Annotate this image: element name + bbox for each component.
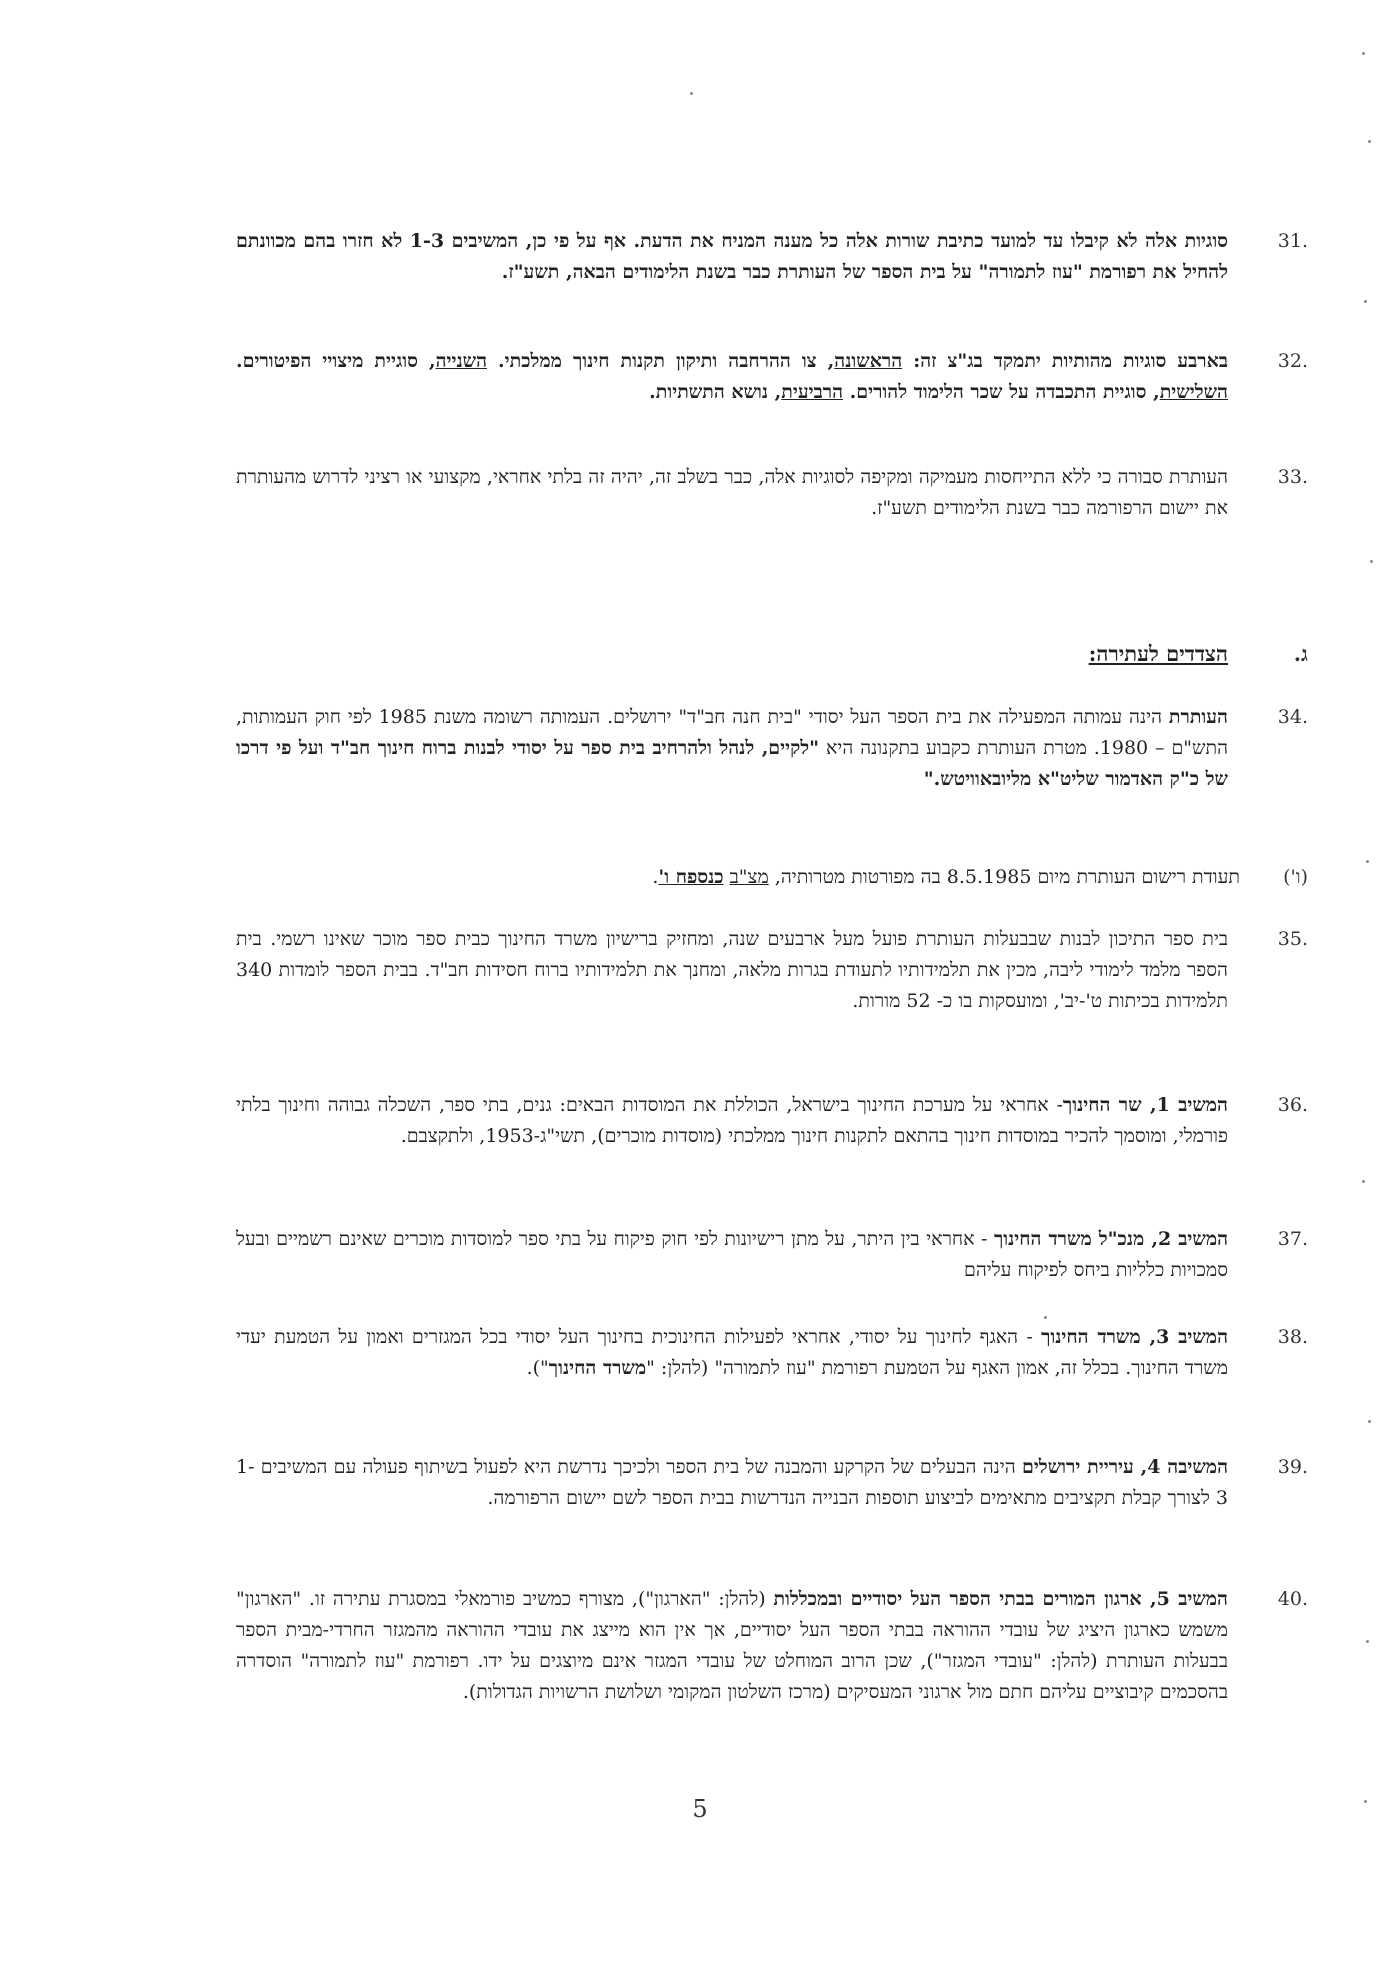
paragraph-34 [228, 702, 1308, 795]
paragraph-number: 34. [1277, 706, 1308, 728]
paragraph-37 [228, 1224, 1308, 1286]
paragraph-39 [228, 1452, 1308, 1514]
appendix-reference: כנספח ו' [658, 866, 724, 888]
underlined-term: הרביעית [781, 381, 844, 403]
text-segment: - אחראי בין היתר, על מתן רישיונות לפי חוק פיקוח על בתי ספר למוסדות מוכרים שאינם רשמיים ובעל סמכויות כלליות ביחס לפיקוח עליהם [236, 1228, 1228, 1281]
paragraph-33 [228, 462, 1308, 524]
paragraph-number: 38. [1277, 1326, 1308, 1348]
page-number: 5 [692, 1795, 708, 1823]
bold-term: המשיב 3, משרד החינוך [1041, 1326, 1229, 1348]
bold-term: המשיבה 4, עיריית ירושלים [1021, 1456, 1228, 1478]
scan-speck [690, 92, 693, 95]
section-heading [228, 638, 1308, 671]
section-letter: ג. [1293, 641, 1308, 666]
scan-speck [1362, 52, 1365, 55]
exhibit-reference [228, 862, 1308, 893]
paragraph-38 [228, 1322, 1308, 1384]
bold-text: סוגיות אלה לא קיבלו עד למועד כתיבת שורות אלה כל מענה המניח את הדעת. אף על פי כן, המשיבים 1-3 לא חזרו בהם מכוונתם להחיל את רפורמת "עוז לתמורה" על בית הספר של העותרת כבר בשנת הלימודים הבאה, תשע"ז. [236, 230, 1228, 283]
scan-speck [1368, 1420, 1371, 1423]
text-segment: תעודת רישום העותרת מיום 8.5.1985 בה מפורטות מטרותיה, [768, 866, 1240, 888]
bold-quote: "לקיים, לנהל ולהרחיב בית ספר על יסודי לבנות ברוח חינוך חב"ד ועל פי דרכו של כ"ק האדמור שליט"א מליובאוויטש." [236, 737, 1228, 790]
paragraph-number: 40. [1277, 1588, 1308, 1610]
underlined-term: השנייה [435, 350, 488, 372]
underlined-term: מצ"ב [729, 866, 769, 888]
scan-speck [1364, 1800, 1367, 1803]
paragraph-text: בית ספר התיכון לבנות שבבעלות העותרת פועל מעל ארבעים שנה, ומחזיק ברישיון משרד החינוך כבית ספר מוכר שאינו רשמי. בית הספר מלמד לימודי ליבה, מכין את תלמידותיו לתעודת בגרות מלאה, ומחנך את תלמידותיו ברוח חסידות חב"ד. בבית הספר לומדות 340 תלמידות בכיתות ט'-יב', ומועסקות בו כ- 52 מורות. [236, 928, 1228, 1012]
paragraph-text [228, 1090, 1228, 1152]
paragraph-text [228, 226, 1228, 288]
paragraph-text [228, 1452, 1228, 1514]
underlined-term: השלישית [1159, 381, 1228, 403]
bold-term: המשיב 2, מנכ"ל משרד החינוך [993, 1228, 1229, 1250]
paragraph-text [228, 1584, 1228, 1708]
exhibit-text [228, 862, 1260, 893]
text-segment: הינה עמותה המפעילה את בית הספר העל יסודי "בית חנה חב"ד" ירושלים. העמותה רשומה משנת 1985 לפי חוק העמותות, התש"ם – 1980. מטרת העותרת כקבוע בתקנונה היא [236, 706, 1229, 759]
paragraph-32 [228, 346, 1308, 408]
text-segment: "). [526, 1357, 549, 1379]
bold-term: המשיב 5, ארגון המורים בבתי הספר העל יסודיים ובמכללות [773, 1588, 1228, 1610]
text-segment: הינה הבעלים של הקרקע והמבנה של בית הספר ולכיכך נדרשת היא לפעול בשיתוף פעולה עם המשיבים 1-3 לצורך קבלת תקציבים מתאימים לביצוע תוספות הבנייה הנדרשות בבית הספר לשם יישום הרפורמה. [236, 1456, 1228, 1509]
paragraph-35 [228, 924, 1308, 1017]
paragraph-number: 37. [1277, 1228, 1308, 1250]
paragraph-number: 31. [1277, 230, 1308, 252]
scan-speck [1366, 860, 1369, 863]
text-segment: , נושא התשתיות. [649, 381, 782, 403]
text-segment: . [652, 866, 659, 888]
paragraph-text [228, 1224, 1228, 1286]
text-segment: (להלן: "הארגון"), מצורף כמשיב פורמאלי במסגרת עתירה זו. "הארגון" משמש כארגון היציג של עובדי ההוראה בבתי הספר העל יסודיים, אך אין הוא מייצג את עובדי ההוראה מהמגזר החרדי-מבית הספר בבעלות העותרת (להלן: "עובדי המגזר"), שכן הרוב המוחלט של עובדי המגזר אינם מיוצגים על ידו. רפורמת "עוז לתמורה" הוסדרה בהסכמים קיבוציים עליהם חתם מול ארגוני המעסיקים (מרכז השלטון המקומי ושלושת הרשויות הגדולות). [236, 1588, 1228, 1703]
bold-term: המשיב 1, שר החינוך [1062, 1094, 1228, 1116]
paragraph-number: 35. [1277, 928, 1308, 950]
paragraph-40 [228, 1584, 1308, 1708]
text-segment: בארבע סוגיות מהותיות יתמקד בג"צ זה: [902, 350, 1228, 372]
text-segment: , סוגיית מיצויי הפיטורים. [236, 350, 436, 372]
text-segment: , סוגיית התכבדה על שכר הלימוד להורים. [843, 381, 1160, 403]
paragraph-text [228, 346, 1228, 408]
bold-term: העותרת [1168, 706, 1228, 728]
scan-speck [1362, 1180, 1365, 1183]
bold-term: משרד החינוך [548, 1357, 647, 1379]
underlined-term: הראשונה [834, 350, 903, 372]
paragraph-text [228, 1322, 1228, 1384]
text-segment: - האגף לחינוך על יסודי, אחראי לפעילות החינוכית בחינוך העל יסודי בכל המגזרים ואמון על הטמעת יעדי משרד החינוך. בכלל זה, אמון האגף על הטמעת רפורמת "עוז לתמורה" (להלן: " [236, 1326, 1228, 1379]
paragraph-number: 33. [1277, 466, 1308, 488]
paragraph-number: 32. [1277, 350, 1308, 372]
section-title-wrap [228, 638, 1228, 671]
exhibit-label: (ו') [1283, 866, 1308, 888]
paragraph-number: 36. [1277, 1094, 1308, 1116]
paragraph-36 [228, 1090, 1308, 1152]
scan-speck [1368, 140, 1371, 143]
paragraph-text: העותרת סבורה כי ללא התייחסות מעמיקה ומקיפה לסוגיות אלה, כבר בשלב זה, יהיה זה בלתי אחראי, מקצועי או רציני לדרוש מהעותרת את יישום הרפורמה כבר בשנת הלימודים תשע"ז. [236, 466, 1228, 519]
paragraph-number: 39. [1277, 1456, 1308, 1478]
scan-speck [1364, 300, 1367, 303]
scan-speck [1366, 1640, 1369, 1643]
section-title: הצדדים לעתירה: [1088, 641, 1228, 666]
scan-speck [1370, 560, 1373, 563]
paragraph-text [228, 702, 1228, 795]
text-segment: , צו ההרחבה ותיקון תקנות חינוך ממלכתי. [487, 350, 835, 372]
scan-speck [1044, 1316, 1047, 1319]
text-segment: - אחראי על מערכת החינוך בישראל, הכוללת את המוסדות הבאים: גנים, בתי ספר, השכלה גבוהה וחינוך בלתי פורמלי, ומוסמך להכיר במוסדות חינוך בהתאם לתקנות חינוך ממלכתי (מוסדות מוכרים), תשי"ג-1953, ולתקצבם. [236, 1094, 1228, 1147]
paragraph-31 [228, 226, 1308, 288]
